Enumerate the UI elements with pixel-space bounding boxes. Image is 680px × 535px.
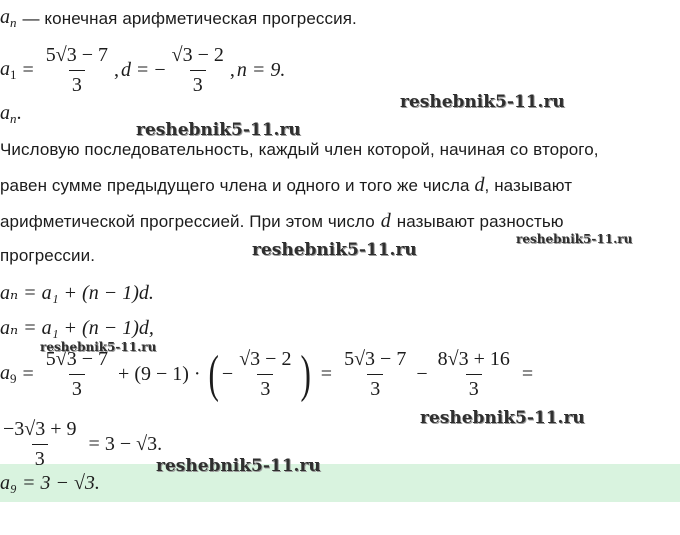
- watermark: reshebnik5-11.ru: [516, 232, 633, 246]
- term-3-fraction: $\frac{5√3 - 7}{3}$: [344, 348, 407, 400]
- middle-term: + (9 − 1) ·: [118, 363, 201, 385]
- given-values: $a_1$ = $\frac{5√3 - 7}{3}$ , d = − $\frac{√3 - 2}{3}$ , n = 9.: [0, 44, 286, 96]
- result-tail: = 3 − √3.: [88, 433, 163, 455]
- watermark: reshebnik5-11.ru: [400, 92, 565, 112]
- a1-fraction: $\frac{5√3 - 7}{3}$: [45, 44, 109, 96]
- watermark: reshebnik5-11.ru: [252, 240, 417, 260]
- result-line: [0, 418, 162, 471]
- definition-line-3: арифметической прогрессией. При этом число d называют разностью: [0, 210, 564, 232]
- definition-line-2: равен сумме предыдущего члена и одного и того же числа d , называют: [0, 174, 573, 196]
- result-fraction: $\frac{-3√3 + 9}{3}$: [3, 418, 77, 470]
- answer: a₉ = 3 − √3.: [0, 472, 100, 494]
- a-n-symbol: $a_n$: [0, 6, 17, 30]
- computation-line: $a_9$ = $\frac{5√3 - 7}{3}$ + (9 − 1) · ( − $\frac{√3 - 2}{3}$ ) = $\frac{5√3 - 7}{3}$ − $\frac{8√3 + 16}{3}$ =: [0, 345, 534, 403]
- general-formula-comma: aₙ = a₁ + (n − 1)d,: [0, 317, 154, 339]
- watermark: reshebnik5-11.ru: [420, 408, 585, 428]
- term-1-fraction: $\frac{5√3 - 7}{3}$: [45, 348, 109, 400]
- definition-line-1: Числовую последовательность, каждый член которой, начиная со второго,: [0, 140, 599, 159]
- intro-line: [0, 6, 357, 31]
- watermark: reshebnik5-11.ru: [156, 456, 321, 476]
- n-value: n = 9.: [236, 59, 286, 81]
- watermark: reshebnik5-11.ru: [136, 120, 301, 140]
- intro-text: — конечная арифметическая прогрессия.: [22, 8, 357, 28]
- term-4-fraction: $\frac{8√3 + 16}{3}$: [437, 348, 510, 400]
- find-line: $a_n$.: [0, 102, 22, 126]
- definition-line-4: прогрессии.: [0, 246, 96, 265]
- general-formula: aₙ = a₁ + (n − 1)d.: [0, 282, 154, 304]
- watermark: reshebnik5-11.ru: [40, 340, 157, 354]
- term-2-fraction: $\frac{√3 - 2}{3}$: [239, 348, 292, 400]
- d-fraction: $\frac{√3 - 2}{3}$: [171, 44, 224, 96]
